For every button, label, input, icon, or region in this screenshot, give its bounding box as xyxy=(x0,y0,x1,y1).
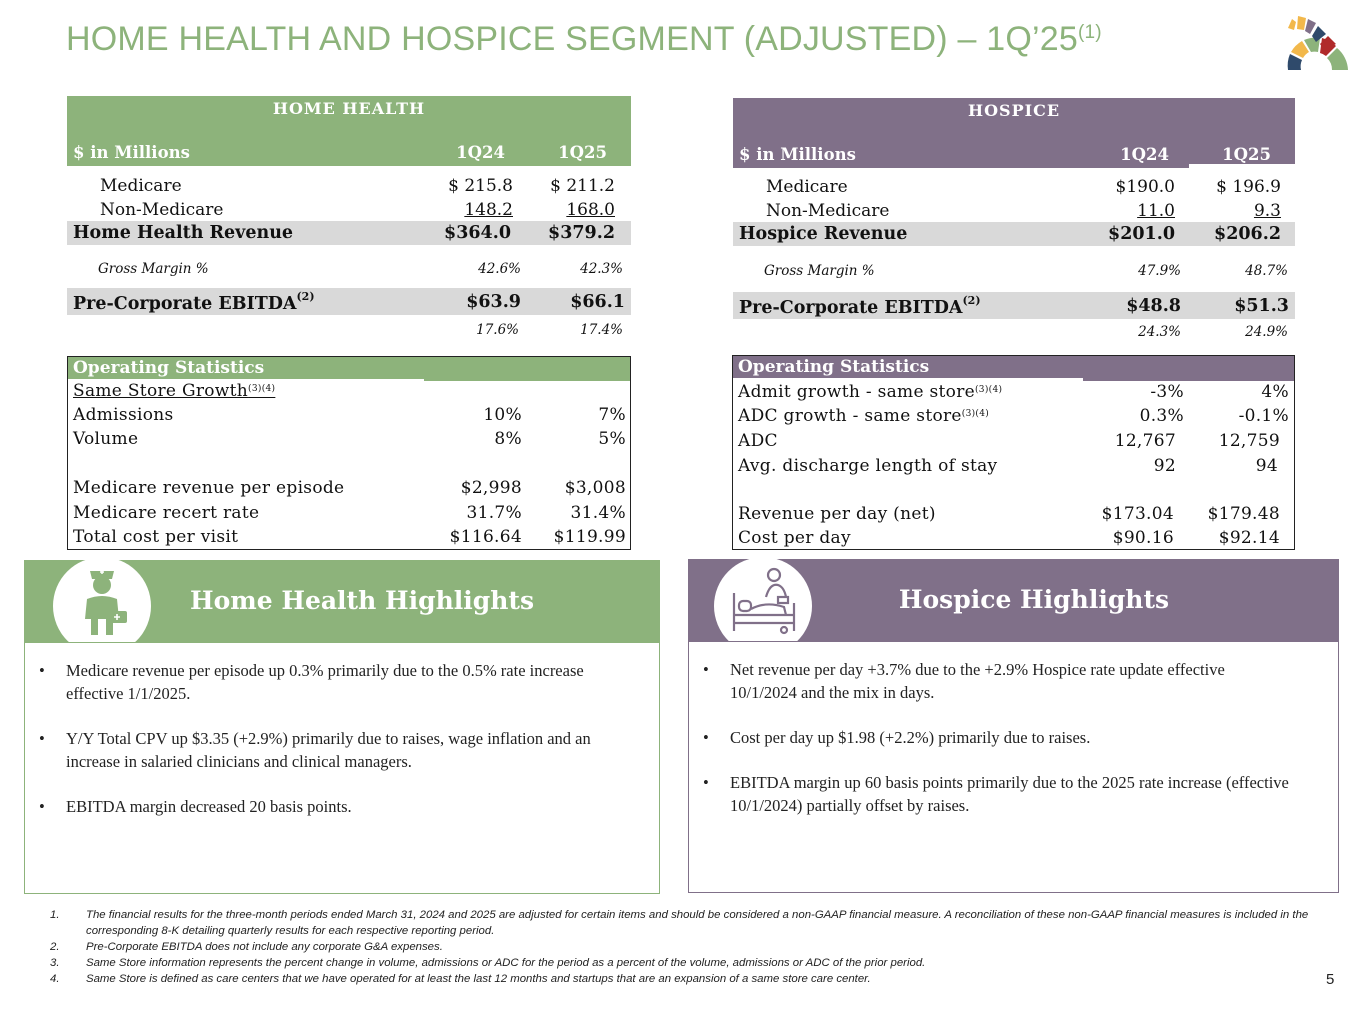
home-health-row-gross-margin: Gross Margin % 42.6% 42.3% xyxy=(98,261,623,277)
nurse-icon xyxy=(53,557,151,655)
page-title: HOME HEALTH AND HOSPICE SEGMENT (ADJUSTED) – 1Q’25$^{(1)}$ xyxy=(66,20,1102,58)
hospice-row-ebitda-margin: 24.3% 24.9% xyxy=(1138,324,1288,340)
footnote: 2. Pre-Corporate EBITDA does not include any corporate G&A expenses. xyxy=(50,941,443,953)
home-health-table xyxy=(67,96,631,346)
hospice-ops-row-revenue-per-day: Revenue per day (net) $173.04 $179.48 xyxy=(738,504,1280,524)
hospice-highlight-item: • EBITDA margin up 60 basis points primarily due to the 2025 rate increase (effective 10/1/2024) partially offset by raises. xyxy=(703,773,1289,815)
company-logo xyxy=(1284,14,1354,74)
hospice-ops-row-avg-discharge-los: Avg. discharge length of stay 92 94 xyxy=(738,456,1278,476)
hospice-ops-row-admit-growth: Admit growth - same store$^{(3)(4)}$ -3% 4% xyxy=(738,382,1289,402)
home-health-highlight-item: • EBITDA margin decreased 20 basis points. xyxy=(39,797,352,816)
home-health-same-store-growth: Same Store Growth$^{(3)(4)}$ xyxy=(73,381,276,401)
home-health-icon-circle xyxy=(53,557,151,655)
home-health-highlights-box xyxy=(24,642,660,894)
hospice-unit: $ in Millions xyxy=(739,145,856,164)
hospice-table xyxy=(733,98,1295,348)
home-health-row-medicare: Medicare $ 215.8 $ 211.2 xyxy=(100,176,615,196)
hospice-table-header xyxy=(733,98,1295,168)
hospice-row-revenue: Hospice Revenue $201.0 $206.2 xyxy=(733,222,1295,246)
home-health-row-revenue: Home Health Revenue $364.0 $379.2 xyxy=(67,221,631,245)
home-health-ops-row-admissions: Admissions 10% 7% xyxy=(73,405,626,425)
hospice-highlights-title: Hospice Highlights xyxy=(898,585,1170,614)
footnote: 3. Same Store information represents the percent change in volume, admissions or ADC for the period as a percent of the volume, admissions or ADC of the prior period. xyxy=(50,957,926,969)
hospice-highlights-box xyxy=(688,641,1339,893)
footnote: 1. The financial results for the three-month periods ended March 31, 2024 and 2025 are adjusted for certain items and should be considered a non-GAAP financial measure. A reconciliation of these non-GAAP financial measures is included in the corresponding 8-K detailing quarterly results for each respective reporting period. xyxy=(50,909,1309,937)
hospice-ops-row-adc: ADC 12,767 12,759 xyxy=(738,431,1280,451)
title-footnote-ref: (1) xyxy=(1077,22,1102,43)
home-health-highlight-item: • Y/Y Total CPV up $3.35 (+2.9%) primarily due to raises, wage inflation and an increase in salaried clinicians and clinical managers. xyxy=(39,729,591,771)
home-health-unit: $ in Millions xyxy=(73,143,190,162)
page-number: 5 xyxy=(1326,971,1335,988)
home-health-table-header xyxy=(67,96,631,166)
hospice-row-non-medicare: Non-Medicare 11.0 9.3 xyxy=(766,201,1281,221)
home-health-highlights-list xyxy=(39,659,639,840)
home-health-title: HOME HEALTH xyxy=(272,99,426,118)
footnotes xyxy=(50,907,1320,987)
hospice-ops-row-cost-per-day: Cost per day $90.16 $92.14 xyxy=(738,528,1280,548)
home-health-col-1q25: 1Q25 xyxy=(558,143,607,162)
hospice-highlights-list xyxy=(703,658,1293,839)
home-health-row-ebitda: Pre-Corporate EBITDA$^{(2)}$ $63.9 $66.1 xyxy=(67,288,631,315)
hospice-operating-statistics xyxy=(732,355,1295,550)
hospice-row-gross-margin: Gross Margin % 47.9% 48.7% xyxy=(764,263,1288,279)
hospice-col-1q24: 1Q24 xyxy=(1120,145,1169,164)
home-health-ops-row-medicare-revenue-per-episode: Medicare revenue per episode $2,998 $3,008 xyxy=(73,478,626,498)
home-health-ops-row-volume: Volume 8% 5% xyxy=(73,429,626,449)
hospice-row-ebitda: Pre-Corporate EBITDA$^{(2)}$ $48.8 $51.3 xyxy=(733,292,1295,319)
home-health-row-non-medicare: Non-Medicare 148.2 168.0 xyxy=(100,200,615,220)
home-health-operating-statistics xyxy=(67,356,631,550)
hospice-ops-row-adc-growth: ADC growth - same store$^{(3)(4)}$ 0.3% -0.1% xyxy=(738,406,1289,426)
home-health-highlight-item: • Medicare revenue per episode up 0.3% primarily due to the 0.5% rate increase effective 1/1/2025. xyxy=(39,661,584,703)
home-health-ops-row-total-cost-per-visit: Total cost per visit $116.64 $119.99 xyxy=(73,527,626,547)
hospice-highlight-item: • Cost per day up $1.98 (+2.2%) primarily due to raises. xyxy=(703,728,1091,747)
home-health-ops-header: Operating Statistics xyxy=(68,357,424,379)
home-health-highlights-title: Home Health Highlights xyxy=(189,586,535,615)
home-health-ops-row-medicare-recert-rate: Medicare recert rate 31.7% 31.4% xyxy=(73,503,626,523)
hospice-title: HOSPICE xyxy=(967,101,1061,120)
hospice-row-medicare: Medicare $190.0 $ 196.9 xyxy=(766,177,1281,197)
home-health-row-ebitda-margin: 17.6% 17.4% xyxy=(476,322,623,338)
hospice-col-1q25: 1Q25 xyxy=(1222,145,1271,164)
home-health-col-1q24: 1Q24 xyxy=(456,143,505,162)
hospice-ops-header: Operating Statistics xyxy=(733,356,1083,378)
hospice-highlight-item: • Net revenue per day +3.7% due to the +2.9% Hospice rate update effective 10/1/2024 and the mix in days. xyxy=(703,660,1225,702)
footnote: 4. Same Store is defined as care centers that we have operated for at least the last 12 months and startups that are an expansion of a same store care center. xyxy=(50,973,871,985)
